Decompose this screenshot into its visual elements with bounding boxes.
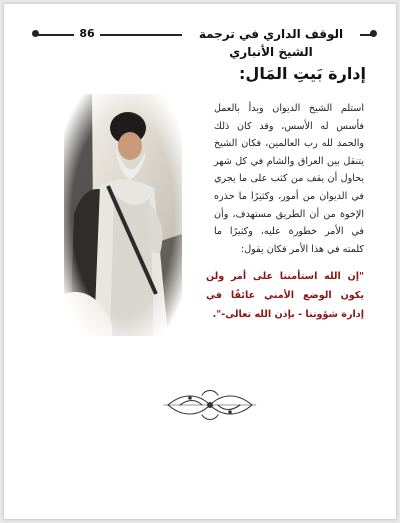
quote-paragraph: "إن الله استأمننا على أمر ولن يكون الوضع الأمني عائقًا في إدارة شؤوننا - بإذن الله تعالى-". xyxy=(206,271,364,320)
portrait-photo xyxy=(64,94,182,336)
decorative-ornament-icon xyxy=(162,387,258,423)
section-title: إدارة بَيتِ المَال: xyxy=(239,64,366,83)
running-header-title: الوقف الداري في ترجمة الشيخ الأنباري xyxy=(182,25,360,43)
page-number: 86 xyxy=(74,25,100,43)
document-page xyxy=(4,4,396,519)
body-paragraph: استلم الشيخ الديوان وبدأ بالعمل فأسس له الأسس، وقد كان ذلك والحمد لله رب العالمين، فكان الشيخ يتنقل بين العراق والشام في كل شهر يحاول أن يقف من كثب على ما يجري في الديوان من أمور، وكثيرًا ما حذره الإخوة من أن الطريق مستهدف، وأن في الأمر خطورة عليه، وكثيرًا ما كلمته في هذا الأمر فكان يقول: xyxy=(214,103,364,255)
header-left-dot-icon xyxy=(32,30,39,37)
portrait-photo-image xyxy=(64,94,182,336)
header-right-dot-icon xyxy=(370,30,377,37)
